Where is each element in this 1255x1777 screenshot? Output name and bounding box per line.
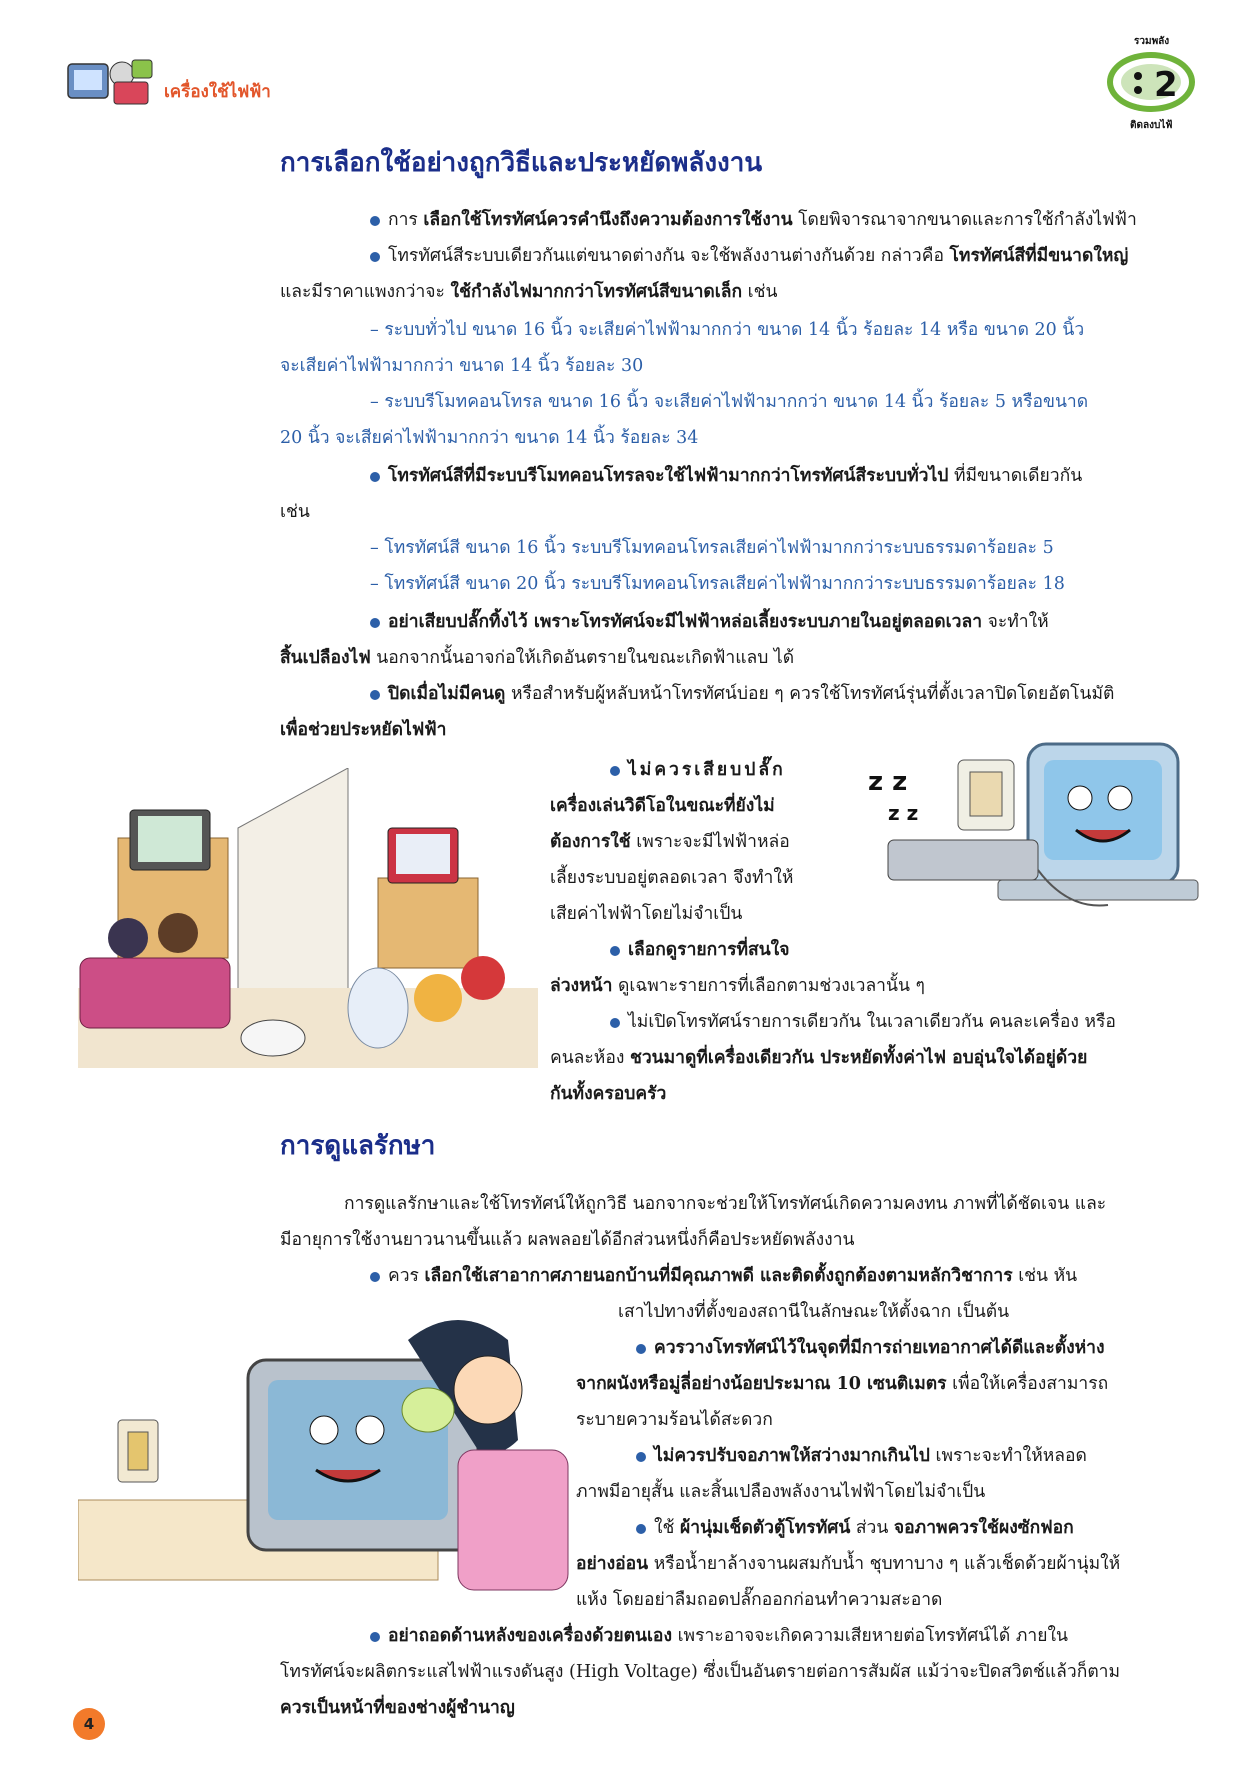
paragraph: จากผนังหรือมู่ลี่อย่างน้อยประมาณ 10 เซนติเมตร เพื่อให้เครื่องสามารถ	[576, 1374, 1109, 1394]
paragraph: อย่าเสียบปลั๊กทิ้งไว้ เพราะโทรทัศน์จะมีไฟฟ้าหล่อเลี้ยงระบบภายในอยู่ตลอดเวลา จะทำให้	[280, 604, 1180, 640]
svg-text:z z: z z	[868, 767, 908, 797]
dash-item: – โทรทัศน์สี ขนาด 20 นิ้ว ระบบรีโมทคอนโทรลเสียค่าไฟฟ้ามากกว่าระบบธรรมดาร้อยละ 18	[370, 574, 1065, 594]
paragraph: เครื่องเล่นวิดีโอในขณะที่ยังไม่	[550, 796, 775, 816]
dash-item: จะเสียค่าไฟฟ้ามากกว่า ขนาด 14 นิ้ว ร้อยละ 30	[280, 356, 644, 376]
bullet-icon	[610, 1018, 620, 1028]
bullet-icon	[370, 1632, 380, 1642]
section-title-2: การดูแลรักษา	[280, 1131, 436, 1161]
paragraph: ต้องการใช้ เพราะจะมีไฟฟ้าหล่อ	[550, 832, 790, 852]
appliance-icon	[62, 52, 162, 112]
bullet-icon	[610, 946, 620, 956]
paragraph: เลี้ยงระบบอยู่ตลอดเวลา จึงทำให้	[550, 868, 794, 888]
section-title-1: การเลือกใช้อย่างถูกวิธีและประหยัดพลังงาน	[280, 148, 763, 178]
paragraph: เสียค่าไฟฟ้าโดยไม่จำเป็น	[550, 904, 743, 924]
paragraph: ภาพมีอายุสั้น และสิ้นเปลืองพลังงานไฟฟ้าโดยไม่จำเป็น	[576, 1482, 986, 1502]
dash-item: 20 นิ้ว จะเสียค่าไฟฟ้ามากกว่า ขนาด 14 นิ้ว ร้อยละ 34	[280, 428, 699, 448]
logo-top-text: รวมพลัง	[1134, 36, 1170, 47]
bullet-icon	[370, 216, 380, 226]
paragraph: อย่าถอดด้านหลังของเครื่องด้วยตนเอง เพราะอาจจะเกิดความเสียหายต่อโทรทัศน์ได้ ภายใน	[280, 1618, 1180, 1654]
bullet-icon	[370, 618, 380, 628]
paragraph: โทรทัศน์สีระบบเดียวกันแต่ขนาดต่างกัน จะใช้พลังงานต่างกันด้วย กล่าวคือ โทรทัศน์สีที่มีขนาดใหญ่	[280, 238, 1180, 274]
paragraph: การ เลือกใช้โทรทัศน์ควรคำนึงถึงความต้องการใช้งาน โดยพิจารณาจากขนาดและการใช้กำลังไฟฟ้า	[280, 202, 1180, 238]
girl-cleaning-tv-illustration	[78, 1300, 573, 1605]
paragraph: โทรทัศน์สีที่มีระบบรีโมทคอนโทรลจะใช้ไฟฟ้ามากกว่าโทรทัศน์สีระบบทั่วไป ที่มีขนาดเดียวกัน	[280, 458, 1180, 494]
bullet-icon	[370, 690, 380, 700]
paragraph: ไม่ควรปรับจอภาพให้สว่างมากเกินไป เพราะจะทำให้หลอด	[576, 1438, 1180, 1474]
paragraph: เสาไปทางที่ตั้งของสถานีในลักษณะให้ตั้งฉาก เป็นต้น	[618, 1302, 1010, 1322]
paragraph: ควรเป็นหน้าที่ของช่างผู้ชำนาญ	[280, 1698, 515, 1718]
bullet-icon	[370, 252, 380, 262]
paragraph: กันทั้งครอบครัว	[550, 1084, 667, 1104]
paragraph: คนละห้อง ชวนมาดูที่เครื่องเดียวกัน ประหยัดทั้งค่าไฟ อบอุ่นใจได้อยู่ด้วย	[550, 1048, 1088, 1068]
paragraph: แห้ง โดยอย่าลืมถอดปลั๊กออกก่อนทำความสะอาด	[576, 1590, 943, 1610]
energy-logo	[1096, 30, 1206, 138]
bullet-icon	[636, 1452, 646, 1462]
paragraph: ควร เลือกใช้เสาอากาศภายนอกบ้านที่มีคุณภาพดี และติดตั้งถูกต้องตามหลักวิชาการ เช่น หัน	[280, 1258, 1180, 1294]
logo-bottom-text: ติดลงบไฟ้	[1130, 120, 1173, 131]
paragraph: เพื่อช่วยประหยัดไฟฟ้า	[280, 720, 447, 740]
paragraph: การดูแลรักษาและใช้โทรทัศน์ให้ถูกวิธี นอกจากจะช่วยให้โทรทัศน์เกิดความคงทน ภาพที่ได้ชัดเจน และ	[344, 1194, 1107, 1214]
dash-item: – โทรทัศน์สี ขนาด 16 นิ้ว ระบบรีโมทคอนโทรลเสียค่าไฟฟ้ามากกว่าระบบธรรมดาร้อยละ 5	[370, 538, 1054, 558]
paragraph: เช่น	[280, 502, 310, 522]
paragraph: ล่วงหน้า ดูเฉพาะรายการที่เลือกตามช่วงเวลานั้น ๆ	[550, 976, 925, 996]
sleeping-tv-illustration	[848, 700, 1208, 935]
paragraph: ระบายความร้อนได้สะดวก	[576, 1410, 773, 1430]
paragraph: สิ้นเปลืองไฟ นอกจากนั้นอาจก่อให้เกิดอันตรายในขณะเกิดฟ้าแลบ ได้	[280, 648, 795, 668]
paragraph: โทรทัศน์จะผลิตกระแสไฟฟ้าแรงดันสูง (High Voltage) ซึ่งเป็นอันตรายต่อการสัมผัส แม้ว่าจะปิดสวิตช์แล้วก็ตาม	[280, 1662, 1121, 1682]
paragraph: อย่างอ่อน หรือน้ำยาล้างจานผสมกับน้ำ ชุบทาบาง ๆ แล้วเช็ดด้วยผ้านุ่มให้	[576, 1554, 1121, 1574]
paragraph: ควรวางโทรทัศน์ไว้ในจุดที่มีการถ่ายเทอากาศได้ดีและตั้งห่าง	[576, 1330, 1180, 1366]
paragraph: และมีราคาแพงกว่าจะ ใช้กำลังไฟมากกว่าโทรทัศน์สีขนาดเล็ก เช่น	[280, 282, 778, 302]
bullet-icon	[636, 1524, 646, 1534]
dash-item: – ระบบทั่วไป ขนาด 16 นิ้ว จะเสียค่าไฟฟ้ามากกว่า ขนาด 14 นิ้ว ร้อยละ 14 หรือ ขนาด 20 นิ้ว	[370, 320, 1085, 340]
bullet-icon	[636, 1344, 646, 1354]
dash-item: – ระบบรีโมทคอนโทรล ขนาด 16 นิ้ว จะเสียค่าไฟฟ้ามากกว่า ขนาด 14 นิ้ว ร้อยละ 5 หรือขนาด	[370, 392, 1089, 412]
paragraph: มีอายุการใช้งานยาวนานขึ้นแล้ว ผลพลอยได้อีกส่วนหนึ่งก็คือประหยัดพลังงาน	[280, 1230, 855, 1250]
paragraph: ใช้ ผ้านุ่มเช็ดตัวตู้โทรทัศน์ ส่วน จอภาพควรใช้ผงซักฟอก	[576, 1510, 1180, 1546]
logo-number: 2	[1154, 65, 1178, 105]
paragraph: ไม่เปิดโทรทัศน์รายการเดียวกัน ในเวลาเดียวกัน คนละเครื่อง หรือ	[550, 1004, 1180, 1040]
section-header: เครื่องใช้ไฟฟ้า	[164, 82, 271, 102]
bullet-icon	[370, 472, 380, 482]
paragraph: ไม่ควรเสียบปลั๊ก	[550, 752, 830, 788]
bullet-icon	[370, 1272, 380, 1282]
tv-family-illustration	[78, 768, 538, 1073]
svg-text:z z: z z	[888, 801, 919, 825]
bullet-icon	[610, 766, 620, 776]
paragraph: ปิดเมื่อไม่มีคนดู หรือสำหรับผู้หลับหน้าโทรทัศน์บ่อย ๆ ควรใช้โทรทัศน์รุ่นที่ตั้งเวลาปิดโดยอัตโนมัติ	[280, 676, 1180, 712]
paragraph: เลือกดูรายการที่สนใจ	[550, 932, 950, 968]
page-number: 4	[73, 1708, 105, 1740]
